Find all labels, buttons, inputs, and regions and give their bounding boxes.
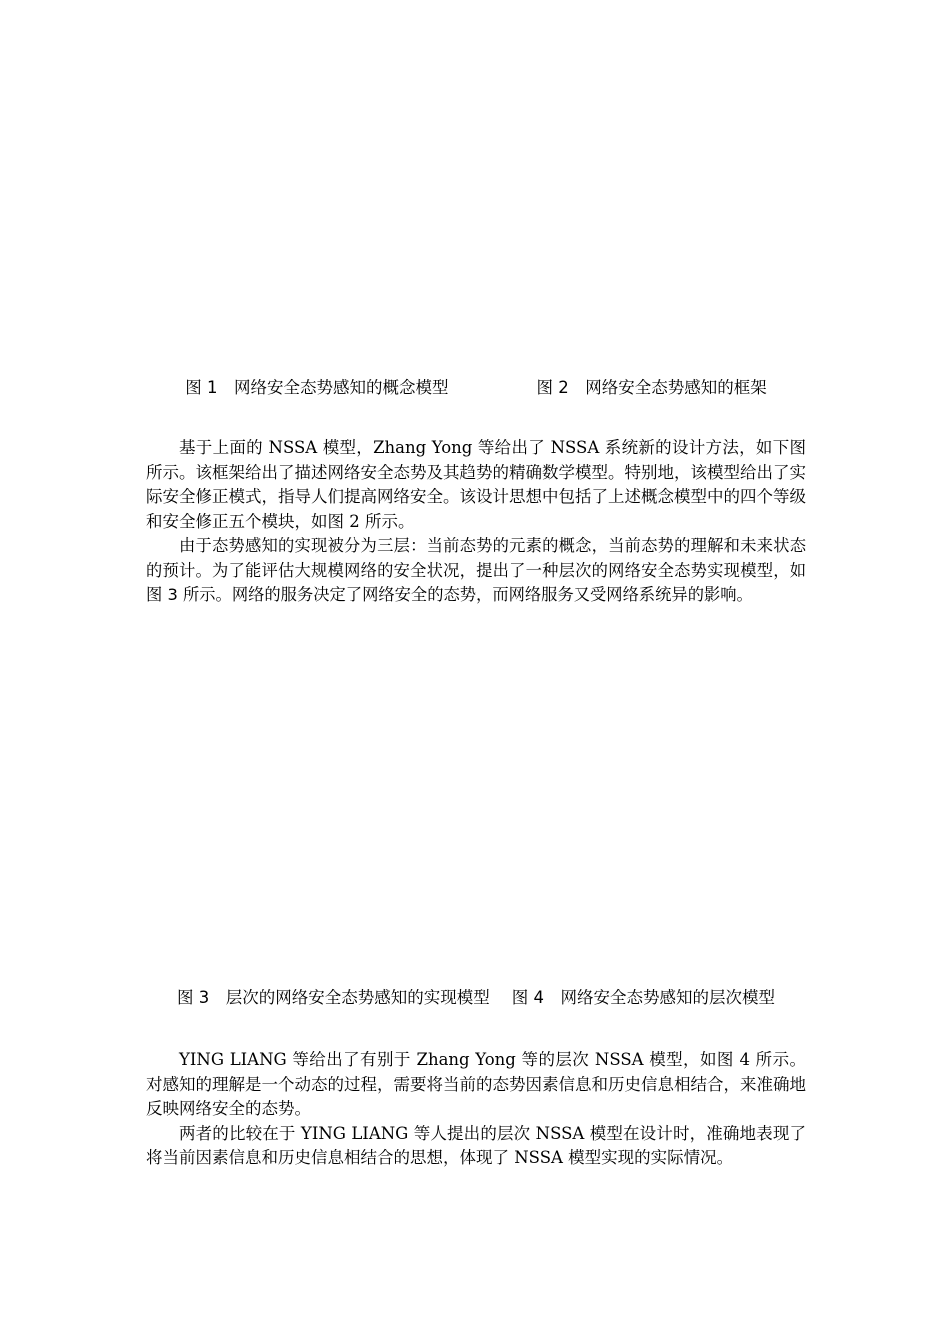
caption-fig4: 图 4 网络安全态势感知的层次模型 <box>511 988 775 1007</box>
body-text-top <box>146 436 806 608</box>
body-text-bottom <box>146 1048 806 1171</box>
figure-3-4-area <box>0 650 950 980</box>
figure-caption-1-2 <box>146 376 806 400</box>
figure-1-2-area <box>0 0 950 370</box>
paragraph: 两者的比较在于 YING LIANG 等人提出的层次 NSSA 模型在设计时，准确地表现了将当前因素信息和历史信息相结合的思想，体现了 NSSA 模型实现的实际情况。 <box>146 1123 806 1167</box>
caption-fig2: 图 2 网络安全态势感知的框架 <box>536 378 767 397</box>
figure-caption-3-4 <box>146 986 806 1010</box>
caption-fig1: 图 1 网络安全态势感知的概念模型 <box>185 378 449 397</box>
paragraph: YING LIANG 等给出了有别于 Zhang Yong 等的层次 NSSA 模型，如图 4 所示。对感知的理解是一个动态的过程，需要将当前的态势因素信息和历史信息相结合，来准确地反映网络安全的态势。 <box>146 1050 806 1118</box>
paragraph: 基于上面的 NSSA 模型，Zhang Yong 等给出了 NSSA 系统新的设计方法，如下图所示。该框架给出了描述网络安全态势及其趋势的精确数学模型。特别地，该模型给出了实际安全修正模式，指导人们提高网络安全。该设计思想中包括了上述概念模型中的四个等级和安全修正五个模块，如图 2 所示。 <box>146 438 806 531</box>
caption-fig3: 图 3 层次的网络安全态势感知的实现模型 <box>177 988 490 1007</box>
paragraph: 由于态势感知的实现被分为三层：当前态势的元素的概念，当前态势的理解和未来状态的预计。为了能评估大规模网络的安全状况，提出了一种层次的网络安全态势实现模型，如图 3 所示。网络的服务决定了网络安全的态势，而网络服务又受网络系统异的影响。 <box>146 536 806 604</box>
